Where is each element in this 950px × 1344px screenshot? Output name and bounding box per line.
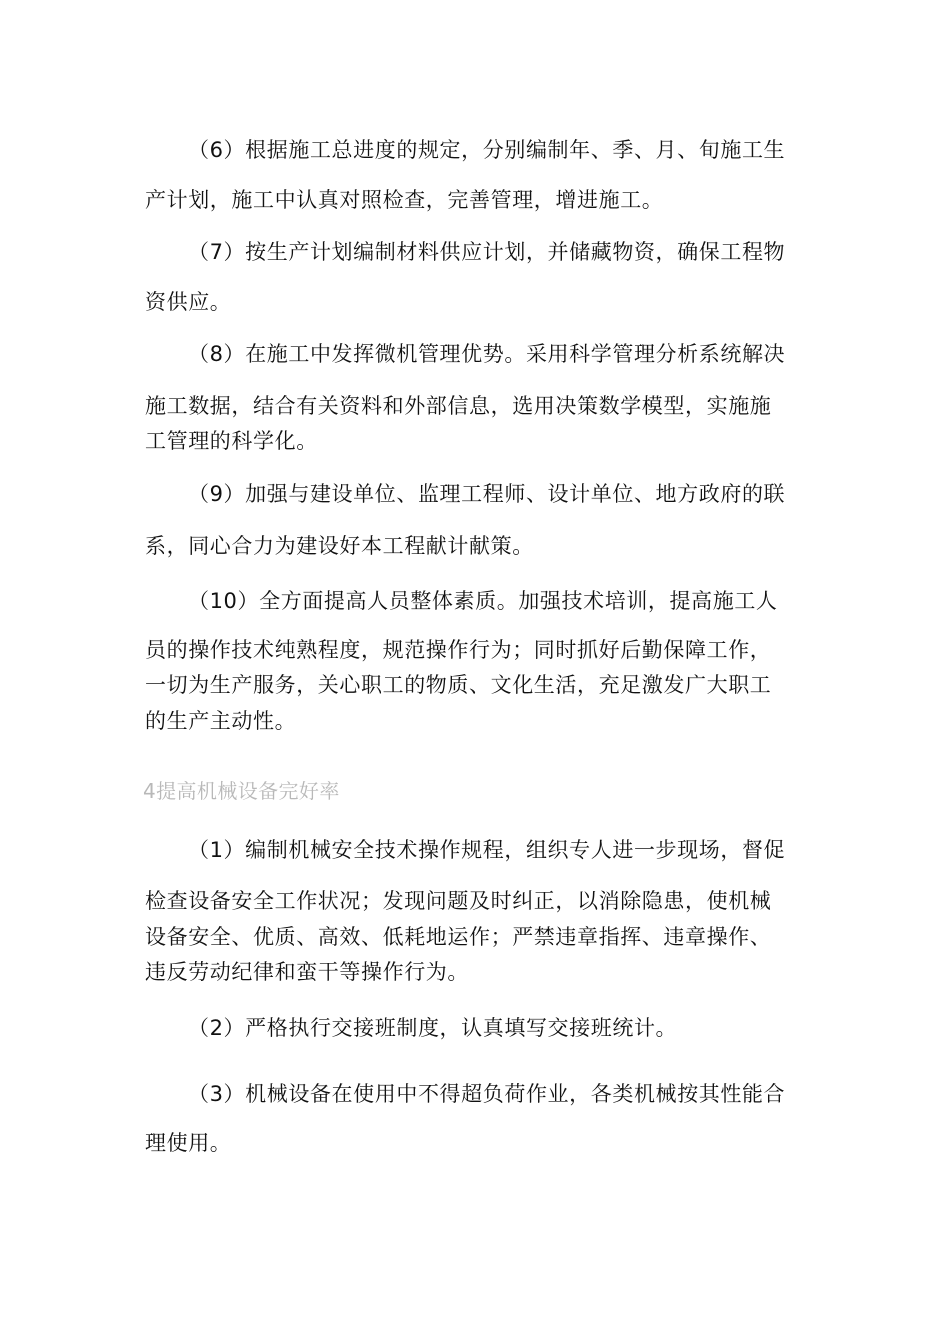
- paragraph-7-line-1: （7）按生产计划编制材料供应计划，并储藏物资，确保工程物: [188, 240, 786, 264]
- paragraph-8-line-1: （8）在施工中发挥微机管理优势。采用科学管理分析系统解决: [188, 342, 786, 366]
- paragraph-8-line-3: 工管理的科学化。: [145, 429, 318, 453]
- paragraph-10-line-1: （10）全方面提高人员整体素质。加强技术培训，提高施工人: [188, 589, 778, 613]
- paragraph-10-line-4: 的生产主动性。: [145, 709, 297, 733]
- item-3-line-1: （3）机械设备在使用中不得超负荷作业，各类机械按其性能合: [188, 1082, 786, 1106]
- paragraph-6-line-1: （6）根据施工总进度的规定，分别编制年、季、月、旬施工生: [188, 138, 786, 162]
- section-heading: 4提高机械设备完好率: [143, 779, 340, 803]
- paragraph-10-line-3: 一切为生产服务，关心职工的物质、文化生活，充足激发广大职工: [145, 673, 772, 697]
- item-1-line-2: 检查设备安全工作状况；发现问题及时纠正，以消除隐患，使机械: [145, 889, 772, 913]
- item-2-line-1: （2）严格执行交接班制度，认真填写交接班统计。: [188, 1016, 678, 1040]
- item-1-line-4: 违反劳动纪律和蛮干等操作行为。: [145, 960, 469, 984]
- paragraph-8-line-2: 施工数据，结合有关资料和外部信息，选用决策数学模型，实施施: [145, 394, 772, 418]
- item-1-line-3: 设备安全、优质、高效、低耗地运作；严禁违章指挥、违章操作、: [145, 925, 772, 949]
- paragraph-9-line-1: （9）加强与建设单位、监理工程师、设计单位、地方政府的联: [188, 482, 786, 506]
- paragraph-9-line-2: 系，同心合力为建设好本工程献计献策。: [145, 534, 534, 558]
- item-1-line-1: （1）编制机械安全技术操作规程，组织专人进一步现场，督促: [188, 838, 786, 862]
- paragraph-7-line-2: 资供应。: [145, 290, 232, 314]
- paragraph-6-line-2: 产计划，施工中认真对照检查，完善管理，增进施工。: [145, 188, 664, 212]
- item-3-line-2: 理使用。: [145, 1131, 232, 1155]
- paragraph-10-line-2: 员的操作技术纯熟程度，规范操作行为；同时抓好后勤保障工作，: [145, 638, 772, 662]
